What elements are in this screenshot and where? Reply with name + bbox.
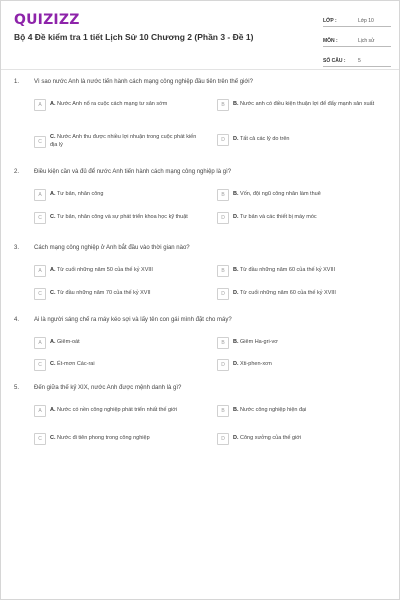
option-text-value: Nước công nghiệp hiện đại (240, 407, 307, 414)
option-letter-box[interactable]: C (34, 288, 46, 300)
question-text: Đến giữa thế kỷ XIX, nước Anh được mệnh danh là gì? (34, 385, 182, 391)
answer-option-b[interactable] (217, 265, 385, 277)
option-text-value: Giêm Ha-gri-vơ (240, 339, 278, 346)
question-text: Điều kiện cần và đủ để nước Anh tiến hành cách mạng công nghiệp là gì? (34, 169, 232, 175)
info-row-subject (323, 31, 391, 47)
option-text (50, 214, 188, 222)
option-text-value: Nước có nền công nghiệp phát triển nhất thế giới (57, 407, 178, 414)
question-text: Cách mạng công nghiệp ở Anh bắt đầu vào thời gian nào? (34, 245, 190, 251)
answer-option-c[interactable] (34, 134, 202, 149)
option-text (50, 407, 177, 415)
option-text (233, 101, 374, 109)
answer-option-c[interactable] (34, 433, 202, 445)
option-text (50, 267, 153, 275)
option-letter-box[interactable]: A (34, 189, 46, 201)
option-text-value: Nước Anh nổ ra cuộc cách mạng tư sản sớm (57, 101, 168, 108)
option-letter-box[interactable]: D (217, 134, 229, 146)
option-letter-label: D. (233, 214, 239, 221)
answer-option-d[interactable] (217, 359, 385, 371)
option-text-value: Xti-phen-xơn (240, 361, 272, 368)
answer-option-d[interactable] (217, 433, 385, 445)
option-letter-label: B. (233, 191, 239, 198)
option-text (50, 361, 95, 369)
answer-option-a[interactable] (34, 189, 202, 201)
option-text-value: Nước đi tiên phong trong công nghiệp (57, 435, 150, 442)
option-letter-label: C. (50, 435, 56, 442)
option-text (50, 339, 80, 347)
option-text-value: Từ cuối những năm 60 của thế kỷ XVIII (239, 290, 336, 297)
option-letter-label: A. (50, 191, 56, 198)
option-letter-label: D. (233, 435, 239, 442)
option-text-value: Tư bản, nhân công và sự phát triển khoa học kỹ thuật (56, 214, 188, 221)
option-letter-box[interactable]: A (34, 337, 46, 349)
question-number: 3. (14, 245, 20, 251)
option-text-value: Từ đầu những năm 60 của thế kỷ XVIII (239, 267, 336, 274)
option-text-value: Tất cả các lý do trên (239, 136, 290, 143)
answer-option-b[interactable] (217, 189, 385, 201)
option-letter-label: C. (50, 214, 56, 221)
option-letter-label: C. (50, 134, 56, 140)
answer-option-b[interactable] (217, 99, 385, 111)
option-text-value: Ét-mơn Các-rai (57, 361, 95, 368)
option-letter-box[interactable]: C (34, 136, 46, 148)
answer-option-a[interactable] (34, 405, 202, 417)
option-text (233, 136, 289, 144)
info-value: Lịch sử (358, 38, 375, 44)
option-letter-box[interactable]: A (34, 405, 46, 417)
option-text (233, 339, 278, 347)
option-letter-box[interactable]: B (217, 189, 229, 201)
option-letter-box[interactable]: B (217, 405, 229, 417)
option-letter-box[interactable]: C (34, 212, 46, 224)
option-letter-label: B. (233, 101, 239, 108)
question-text: Vì sao nước Anh là nước tiến hành cách mạng công nghiệp đầu tiên trên thế giới? (34, 79, 253, 85)
option-text (50, 101, 167, 109)
option-text (50, 290, 151, 298)
option-letter-box[interactable]: B (217, 265, 229, 277)
option-text (233, 191, 321, 199)
option-letter-box[interactable]: D (217, 288, 229, 300)
option-letter-box[interactable]: D (217, 212, 229, 224)
option-text (233, 435, 301, 443)
option-letter-box[interactable]: A (34, 265, 46, 277)
worksheet-title: Bộ 4 Đề kiểm tra 1 tiết Lịch Sử 10 Chương 2 (Phần 3 - Đề 1) (14, 32, 254, 42)
option-letter-box[interactable]: A (34, 99, 46, 111)
option-text-value: Tư bản và các thiết bị máy móc (239, 214, 317, 221)
info-row-grade (323, 11, 391, 27)
question-text: Ai là người sáng chế ra máy kéo sợi và lấy tên con gái mình đặt cho máy? (34, 317, 232, 323)
option-text (233, 407, 306, 415)
option-letter-label: C. (50, 290, 56, 297)
info-value: 5 (358, 58, 361, 64)
option-text-value: Từ đầu những năm 70 của thế kỷ XVII (56, 290, 151, 297)
answer-option-d[interactable] (217, 134, 385, 146)
option-letter-label: B. (233, 407, 239, 414)
option-letter-label: D. (233, 361, 239, 368)
answer-option-d[interactable] (217, 288, 385, 300)
info-label: SỐ CÂU : (323, 58, 346, 64)
option-letter-label: D. (233, 290, 239, 297)
info-value: Lớp 10 (358, 18, 374, 24)
answer-option-d[interactable] (217, 212, 385, 224)
option-letter-label: A. (50, 339, 56, 346)
option-letter-box[interactable]: B (217, 337, 229, 349)
option-letter-label: A. (50, 267, 56, 274)
option-letter-label: B. (233, 339, 239, 346)
info-row-question-count (323, 51, 391, 67)
option-text-value: Nước anh có điều kiện thuận lợi để đẩy mạnh sản xuất (240, 101, 375, 108)
answer-option-b[interactable] (217, 405, 385, 417)
option-letter-box[interactable]: D (217, 359, 229, 371)
question-number: 5. (14, 385, 20, 391)
option-text-value: Từ cuối những năm 50 của thế kỷ XVIII (56, 267, 153, 274)
option-text-value: Công xưởng của thế giới (240, 435, 302, 442)
option-text-value: Nước Anh thu được nhiều lợi nhuận trong cuộc phát kiến địa lý (50, 134, 197, 148)
answer-option-c[interactable] (34, 359, 202, 371)
option-letter-box[interactable]: D (217, 433, 229, 445)
question-number: 2. (14, 169, 20, 175)
answer-option-a[interactable] (34, 265, 202, 277)
worksheet-info (323, 11, 391, 71)
quizizz-logo: QUIZIZZ (14, 12, 80, 28)
option-text (50, 435, 150, 443)
answer-option-a[interactable] (34, 99, 202, 111)
question-number: 4. (14, 317, 20, 323)
option-text-value: Giêm-oát (57, 339, 80, 346)
option-letter-label: B. (233, 267, 239, 274)
option-text (233, 290, 336, 298)
option-letter-box[interactable]: C (34, 433, 46, 445)
option-text-value: Vốn, đội ngũ công nhân làm thuê (240, 191, 321, 198)
option-letter-box[interactable]: C (34, 359, 46, 371)
answer-option-a[interactable] (34, 337, 202, 349)
option-text-value: Tư bản, nhân công (56, 191, 104, 198)
info-label: MÔN : (323, 38, 338, 44)
header-divider (1, 69, 399, 70)
option-text (233, 267, 335, 275)
info-label: LỚP : (323, 18, 337, 24)
option-letter-label: A. (50, 407, 56, 414)
answer-option-c[interactable] (34, 212, 202, 224)
question-number: 1. (14, 79, 20, 85)
option-letter-label: D. (233, 136, 239, 143)
answer-option-b[interactable] (217, 337, 385, 349)
option-text (233, 361, 272, 369)
answer-option-c[interactable] (34, 288, 202, 300)
option-text (50, 191, 103, 199)
option-text (233, 214, 317, 222)
option-text (50, 134, 202, 149)
option-letter-box[interactable]: B (217, 99, 229, 111)
option-letter-label: C. (50, 361, 56, 368)
option-letter-label: A. (50, 101, 56, 108)
